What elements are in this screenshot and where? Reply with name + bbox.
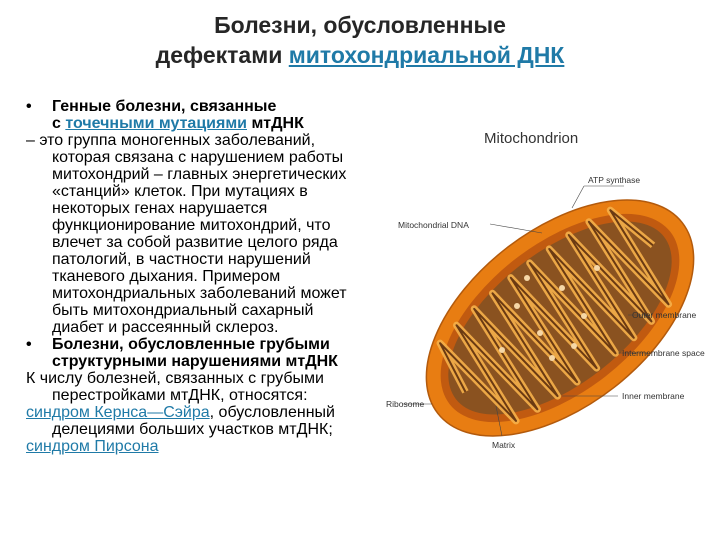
slide-title xyxy=(0,10,720,70)
paragraph-1-line: функционирование митохондрий, что xyxy=(52,217,331,234)
atp-synthase-label: ATP synthase xyxy=(588,175,641,185)
paragraph-2-line-4: делециями больших участков мтДНК; xyxy=(52,421,333,438)
paragraph-1-line: тканевого дыхания. Примером xyxy=(52,268,281,285)
point-mutations-link[interactable]: точечными мутациями xyxy=(65,115,247,132)
paragraph-2-line-1: К числу болезней, связанных с грубыми xyxy=(26,370,324,387)
paragraph-1-line-1: – это группа моногенных заболеваний, xyxy=(26,132,316,149)
intermembrane-space-label: Intermembrane space xyxy=(622,348,705,358)
pearson-syndrome-link[interactable]: синдром Пирсона xyxy=(26,438,159,455)
matrix-label: Matrix xyxy=(492,440,516,450)
paragraph-1-line: митохондрий – главных энергетических xyxy=(52,166,347,183)
bullet-marker: • xyxy=(26,336,32,353)
bullet-2-line-2: структурными нарушениями мтДНК xyxy=(52,353,338,370)
bullet-marker: • xyxy=(26,98,32,115)
mitochondrial-dna-label: Mitochondrial DNA xyxy=(398,220,469,230)
paragraph-2-line-5 xyxy=(26,438,396,455)
bullet-1-line-2: с точечными мутациями мтДНК xyxy=(52,115,304,132)
bullet-2-line-1: • Болезни, обусловленные грубыми xyxy=(26,336,330,353)
ribosome-label: Ribosome xyxy=(386,399,425,409)
bullet-1-line-1: • Генные болезни, связанные xyxy=(26,98,277,115)
figure-title: Mitochondrion xyxy=(484,130,579,147)
inner-membrane-label: Inner membrane xyxy=(622,391,685,401)
kearns-sayre-link[interactable]: синдром Кернса—Сэйра xyxy=(26,404,210,421)
paragraph-1-line: митохондриальных заболеваний может xyxy=(52,285,347,302)
paragraph-2-line-3: синдром Кернса—Сэйра, обусловленный xyxy=(26,404,335,421)
title-line-2 xyxy=(0,40,720,70)
outer-membrane-label: Outer membrane xyxy=(632,310,697,320)
mitochondrion-figure xyxy=(386,118,720,490)
paragraph-1-line: патологий, в частности нарушений xyxy=(52,251,311,268)
slide-body xyxy=(26,98,396,455)
paragraph-1-line: которая связана с нарушением работы xyxy=(52,149,344,166)
paragraph-1-line: «станций» клеток. При мутациях в xyxy=(52,183,308,200)
paragraph-1-line: влечет за собой развитие целого ряда xyxy=(52,234,338,251)
paragraph-1-line: некоторых генах нарушается xyxy=(52,200,268,217)
paragraph-1-line: быть митохондриальный сахарный xyxy=(52,302,314,319)
paragraph-1-line: диабет и рассеянный склероз. xyxy=(52,319,279,336)
title-prefix: дефектами xyxy=(155,42,289,68)
mtdna-title-link[interactable]: митохондриальной ДНК xyxy=(288,42,565,68)
title-line-1: Болезни, обусловленные xyxy=(214,12,506,38)
paragraph-2-line-2: перестройками мтДНК, относятся: xyxy=(52,387,308,404)
